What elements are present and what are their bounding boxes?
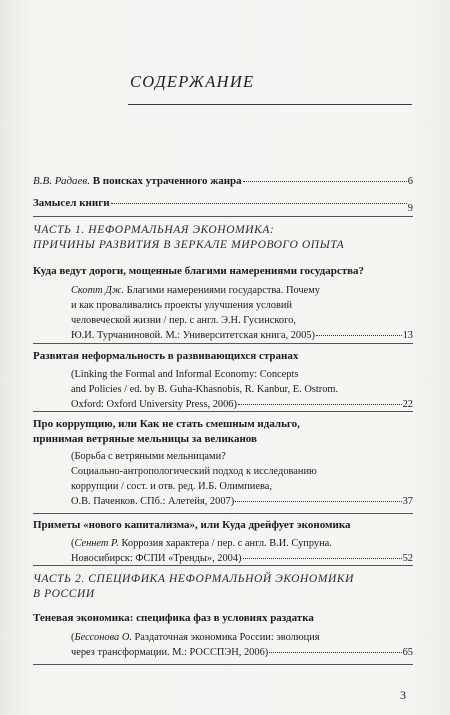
toc-page-number: 9 bbox=[407, 203, 413, 214]
toc-front-1 bbox=[33, 174, 413, 190]
title-underline bbox=[128, 104, 412, 105]
entry-divider bbox=[33, 411, 413, 412]
entry-source: Новосибирск: ФСПИ «Тренды», 2004) bbox=[71, 552, 242, 564]
toc-front-2 bbox=[33, 196, 413, 212]
toc-page-number: 6 bbox=[407, 176, 413, 187]
toc-page-number: 65 bbox=[402, 646, 413, 658]
entry-title: принимая ветряные мельницы за великанов bbox=[33, 432, 257, 445]
entry-source: (Сеннет Р. Коррозия характера / пер. с англ. В.И. Супруна. bbox=[71, 537, 332, 549]
section-divider bbox=[33, 565, 413, 566]
page-number: 3 bbox=[400, 688, 406, 702]
toc-page-number: 37 bbox=[402, 496, 413, 507]
toc-entry bbox=[33, 417, 413, 509]
entry-title: Про коррупцию, или Как не стать смешным идальго, bbox=[33, 418, 300, 430]
toc-title: Замысел книги bbox=[33, 197, 110, 209]
entry-source: О.В. Паченков. СПб.: Алетейя, 2007) bbox=[71, 496, 235, 507]
part-heading-line: ЧАСТЬ 1. НЕФОРМАЛЬНАЯ ЭКОНОМИКА: bbox=[33, 224, 275, 236]
entry-source: (Борьба с ветряными мельницами? bbox=[71, 451, 226, 462]
dot-leader bbox=[111, 203, 407, 204]
toc-page-number: 22 bbox=[402, 398, 413, 410]
entry-title: Развитая неформальность в развивающихся странах bbox=[33, 350, 299, 362]
entry-title: Теневая экономика: специфика фаз в условиях раздатка bbox=[33, 612, 314, 624]
entry-source: (Linking the Formal and Informal Economy: Concepts bbox=[71, 368, 299, 380]
toc-entry bbox=[33, 611, 413, 660]
entry-divider bbox=[33, 343, 413, 344]
toc-title: В поисках утраченного жанра bbox=[92, 175, 242, 187]
entry-divider bbox=[33, 513, 413, 514]
dot-leader bbox=[243, 181, 407, 182]
entry-source: коррупции / сост. и отв. ред. И.Б. Олимпиева, bbox=[71, 481, 272, 492]
entry-source: через трансформации. М.: РОССПЭН, 2006) bbox=[71, 646, 269, 658]
part-heading-line: ЧАСТЬ 2. СПЕЦИФИКА НЕФОРМАЛЬНОЙ ЭКОНОМИКИ bbox=[33, 573, 355, 585]
entry-source: Социально-антропологический подход к исследованию bbox=[71, 466, 317, 477]
entry-source: and Policies / ed. by B. Guha-Khasnobis, R. Kanbur, E. Ostrom. bbox=[71, 383, 339, 395]
entry-source: и как проваливались проекты улучшения условий bbox=[71, 299, 293, 311]
entry-title: Приметы «нового капитализма», или Куда дрейфует экономика bbox=[33, 519, 351, 531]
part2-heading bbox=[33, 572, 413, 602]
dot-leader bbox=[235, 501, 401, 502]
toc-page-number: 13 bbox=[402, 329, 413, 341]
dot-leader bbox=[243, 558, 402, 559]
dot-leader bbox=[316, 335, 402, 336]
dot-leader bbox=[238, 404, 402, 405]
dot-leader bbox=[269, 652, 401, 653]
entry-divider bbox=[33, 664, 413, 665]
part-heading-line: В РОССИИ bbox=[33, 588, 95, 600]
toc-entry bbox=[33, 349, 413, 412]
toc-entry bbox=[33, 518, 413, 566]
entry-source: Ю.И. Турчаниновой. М.: Университетская книга, 2005) bbox=[71, 329, 315, 341]
entry-title: Куда ведут дороги, мощенные благими намерениями государства? bbox=[33, 265, 365, 277]
toc-entry bbox=[33, 264, 413, 343]
entry-source: Oxford: Oxford University Press, 2006) bbox=[71, 398, 237, 410]
entry-source: (Бессонова О. Раздаточная экономика России: эволюция bbox=[71, 631, 320, 643]
entry-source: Скотт Дж. Благими намерениями государства. Почему bbox=[71, 284, 320, 296]
part-heading-line: ПРИЧИНЫ РАЗВИТИЯ В ЗЕРКАЛЕ МИРОВОГО ОПЫТА bbox=[33, 239, 345, 251]
entry-source: человеческой жизни / пер. с англ. Э.Н. Гусинского, bbox=[71, 314, 296, 326]
section-divider bbox=[33, 216, 413, 217]
part1-heading bbox=[33, 223, 413, 253]
toc-page-number: 52 bbox=[402, 552, 413, 564]
toc-author: В.В. Радаев. bbox=[33, 175, 90, 187]
page-title: СОДЕРЖАНИЕ bbox=[130, 72, 255, 91]
